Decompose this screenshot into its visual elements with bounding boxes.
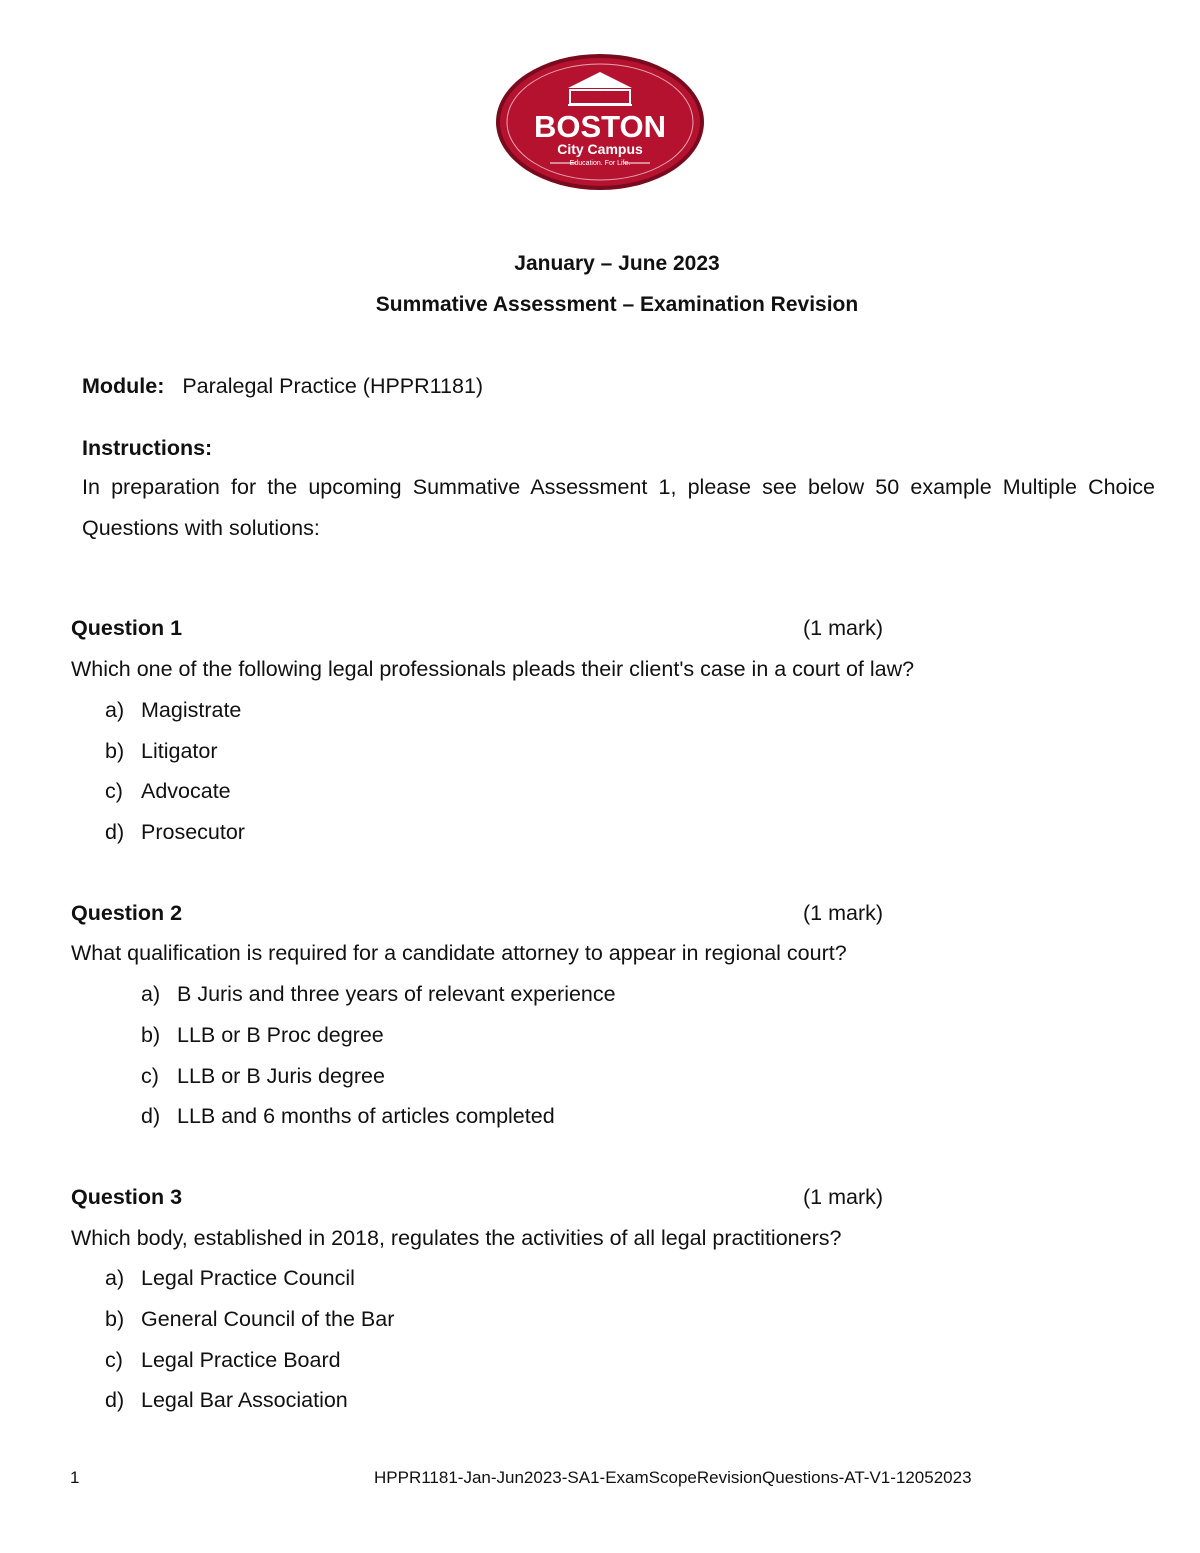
instructions-label: Instructions:	[82, 436, 213, 460]
option-letter: c)	[141, 1064, 159, 1088]
option-text: Legal Practice Council	[141, 1266, 355, 1290]
option-letter: b)	[105, 739, 125, 763]
option-text: General Council of the Bar	[141, 1307, 395, 1331]
option-text: Legal Bar Association	[141, 1388, 348, 1412]
option-text: B Juris and three years of relevant experience	[177, 982, 616, 1006]
option-text: Magistrate	[141, 698, 242, 722]
logo-tagline: Education. For Life.	[569, 160, 631, 167]
question-text: Which one of the following legal professionals pleads their client's case in a court of law?	[71, 657, 915, 681]
option-b	[105, 737, 218, 765]
option-letter: a)	[105, 698, 125, 722]
question-mark: (1 mark)	[803, 901, 884, 925]
option-b	[105, 1305, 394, 1333]
question-title: Question 3	[71, 1185, 183, 1209]
option-a	[105, 696, 241, 724]
option-letter: c)	[105, 779, 123, 803]
option-c	[141, 1062, 385, 1090]
option-c	[105, 777, 231, 805]
option-letter: a)	[105, 1266, 125, 1290]
module-value: Paralegal Practice (HPPR1181)	[182, 374, 484, 398]
option-text: LLB and 6 months of articles completed	[177, 1104, 555, 1128]
option-d	[105, 1386, 348, 1414]
period-heading: January – June 2023	[514, 252, 720, 275]
question-mark: (1 mark)	[803, 616, 884, 640]
question-text: Which body, established in 2018, regulates the activities of all legal practitioners?	[71, 1226, 842, 1250]
option-text: Advocate	[141, 779, 231, 803]
document-id: HPPR1181-Jan-Jun2023-SA1-ExamScopeRevisionQuestions-AT-V1-12052023	[374, 1468, 972, 1487]
option-letter: d)	[105, 1388, 125, 1412]
logo-sub: City Campus	[557, 141, 643, 157]
option-text: Litigator	[141, 739, 218, 763]
option-text: Prosecutor	[141, 820, 245, 844]
option-text: Legal Practice Board	[141, 1348, 341, 1372]
option-c	[105, 1346, 341, 1374]
page-number: 1	[70, 1468, 80, 1487]
option-d	[141, 1102, 555, 1130]
option-letter: c)	[105, 1348, 123, 1372]
logo-initials: BCC	[584, 91, 616, 106]
option-letter: a)	[141, 982, 161, 1006]
option-letter: d)	[105, 820, 125, 844]
option-text: LLB or B Juris degree	[177, 1064, 385, 1088]
document-title: Summative Assessment – Examination Revision	[375, 293, 859, 316]
boston-city-campus-logo	[494, 52, 706, 192]
option-d	[105, 818, 245, 846]
question-text: What qualification is required for a candidate attorney to appear in regional court?	[71, 941, 847, 965]
option-text: LLB or B Proc degree	[177, 1023, 384, 1047]
question-mark: (1 mark)	[803, 1185, 884, 1209]
option-b	[141, 1021, 384, 1049]
instructions-text: In preparation for the upcoming Summative Assessment 1, please see below 50 example Multiple Choice Questions with solutions:	[82, 475, 1155, 540]
question-title: Question 2	[71, 901, 183, 925]
option-letter: d)	[141, 1104, 161, 1128]
module-label: Module:	[82, 374, 165, 398]
logo-name: BOSTON	[533, 109, 667, 144]
option-letter: b)	[105, 1307, 125, 1331]
question-title: Question 1	[71, 616, 183, 640]
option-letter: b)	[141, 1023, 161, 1047]
option-a	[141, 980, 616, 1008]
module-line	[82, 372, 483, 400]
option-a	[105, 1264, 355, 1292]
